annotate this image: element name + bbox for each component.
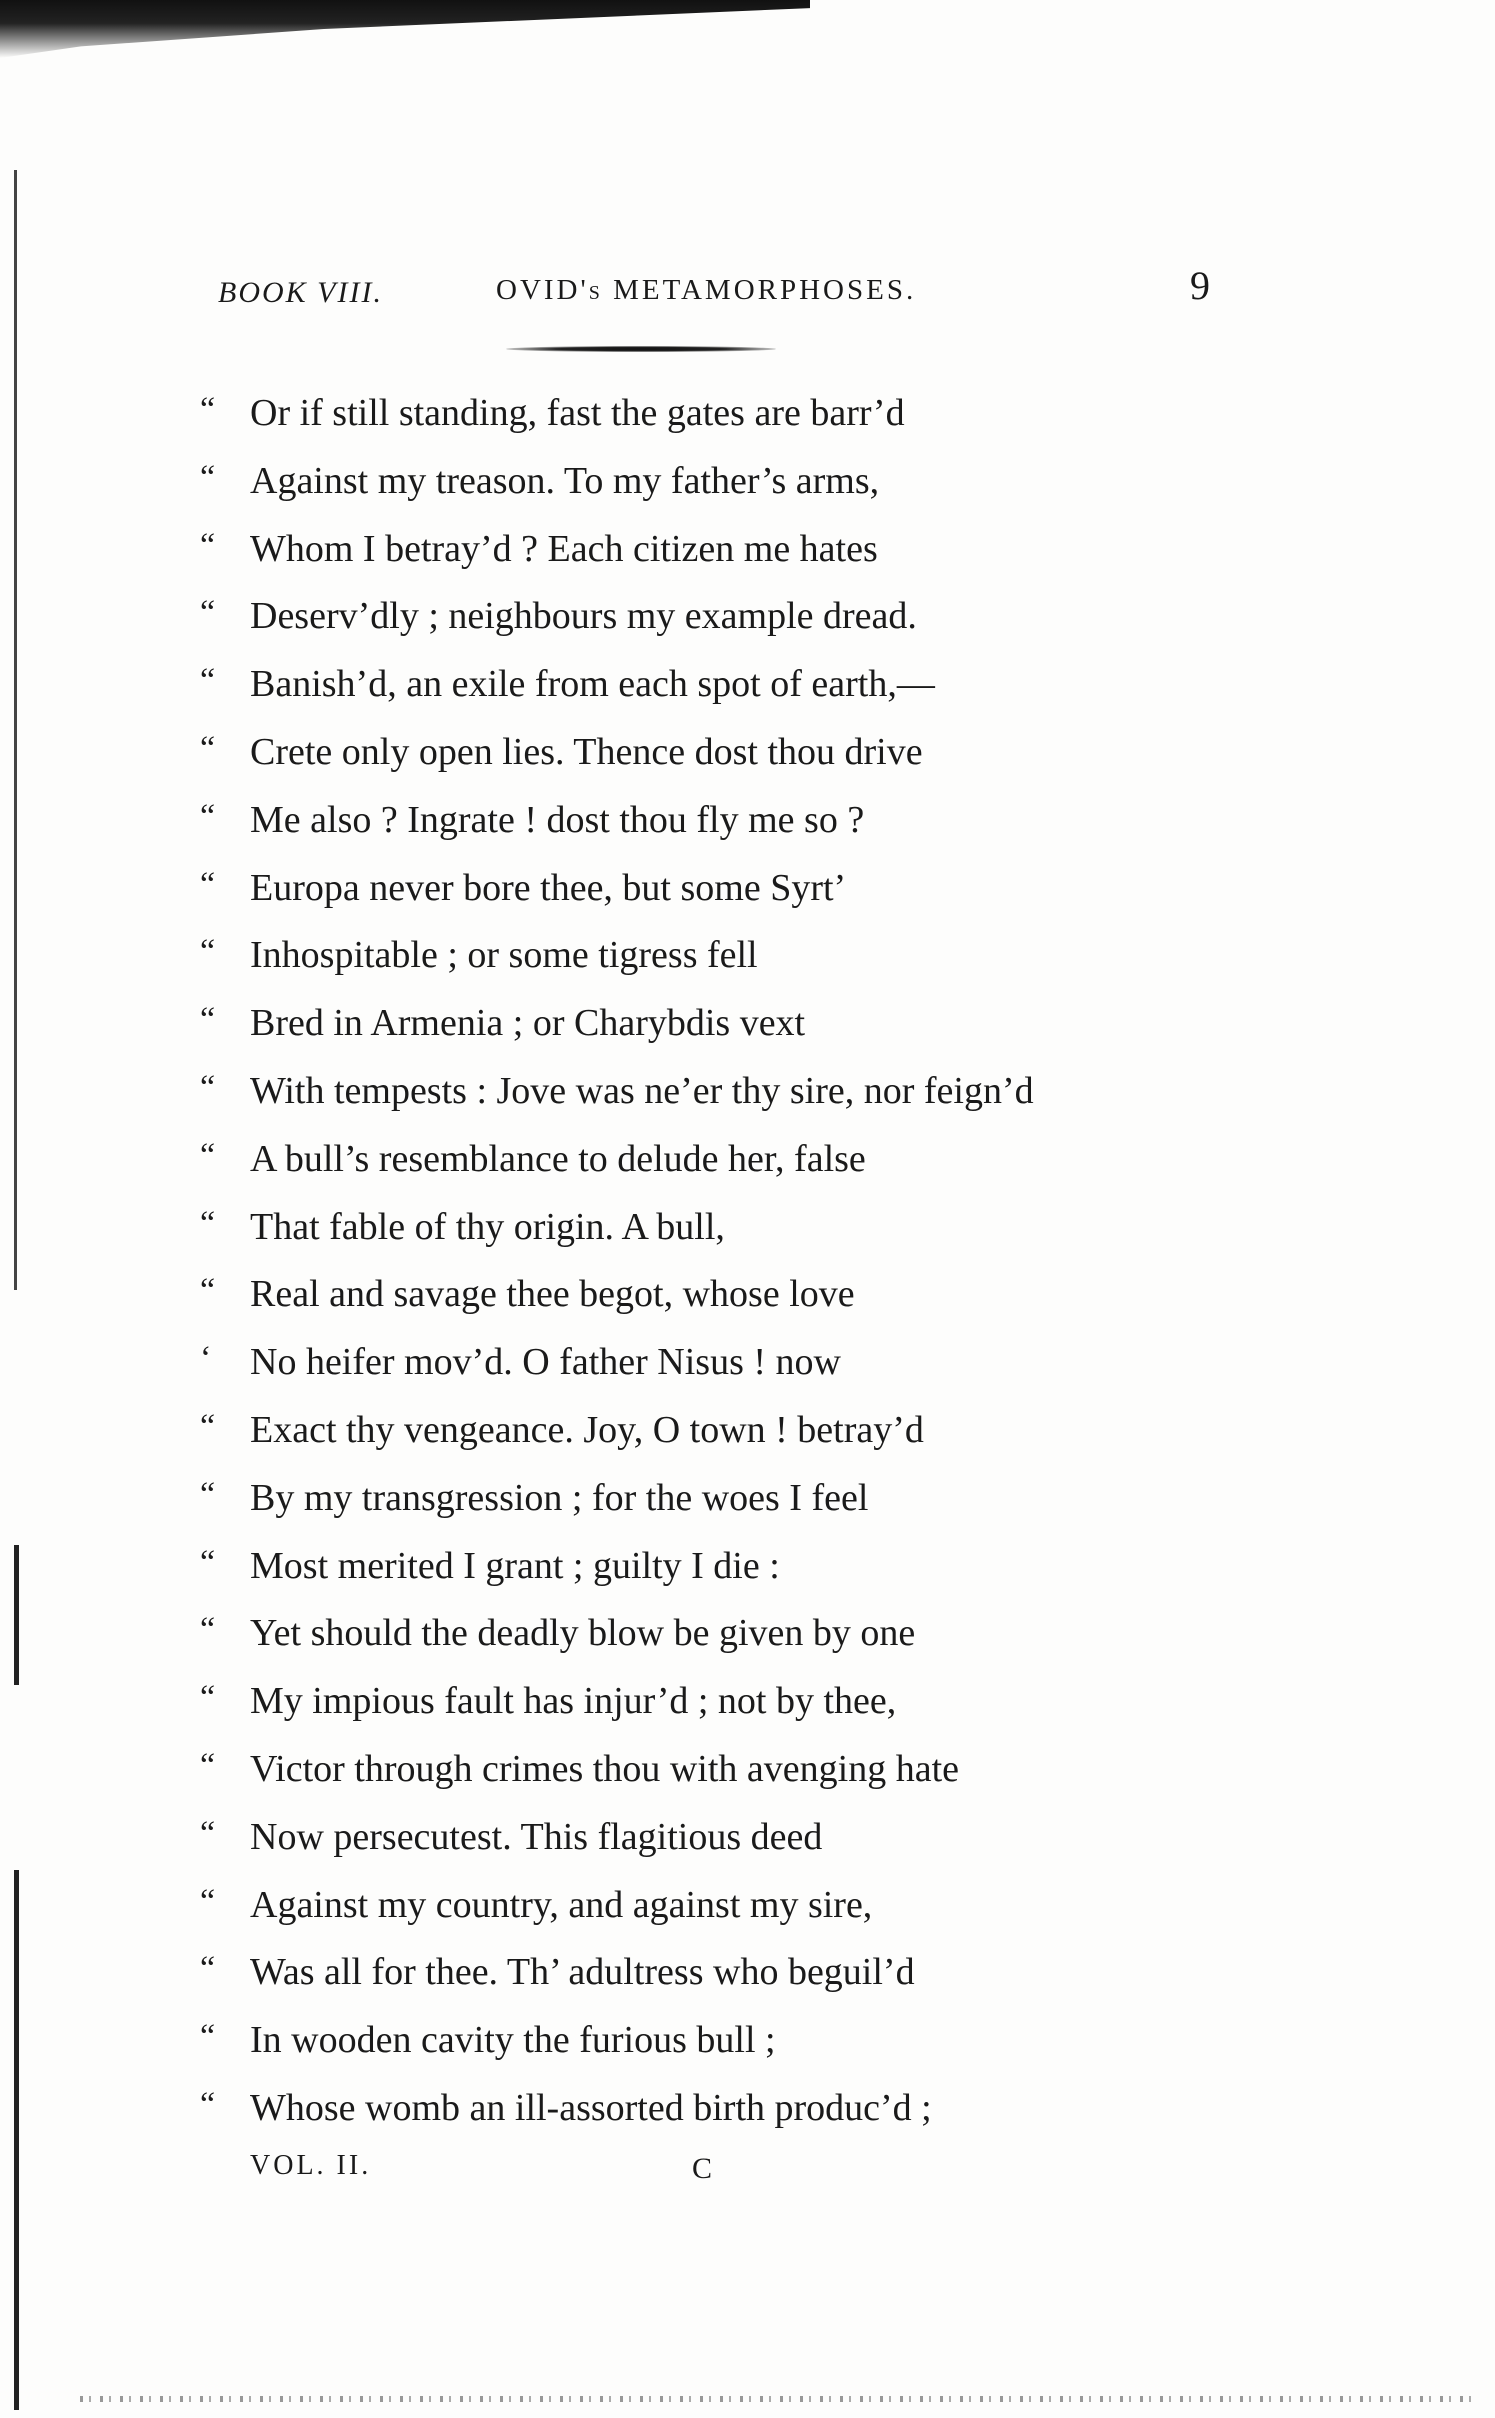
opening-quote-mark: “: [200, 1882, 216, 1920]
verse-line: [200, 1058, 1300, 1126]
opening-quote-mark: “: [200, 1204, 216, 1242]
verse-line-text: Bred in Armenia ; or Charybdis vext: [250, 1002, 806, 1045]
opening-quote-mark: “: [200, 1136, 216, 1174]
verse-line: [200, 855, 1300, 923]
verse-line: [200, 651, 1300, 719]
opening-quote-mark: “: [200, 1272, 216, 1310]
opening-quote-mark: ‘: [200, 1340, 212, 1378]
opening-quote-mark: “: [200, 1407, 216, 1445]
opening-quote-mark: “: [200, 458, 216, 496]
opening-quote-mark: “: [200, 1068, 216, 1106]
book-label: BOOK VIII.: [218, 276, 383, 309]
opening-quote-mark: “: [200, 2085, 216, 2123]
opening-quote-mark: “: [200, 933, 216, 971]
verse-line: [200, 448, 1300, 516]
header-rule: [506, 346, 776, 352]
verse-line-text: By my transgression ; for the woes I feel: [250, 1476, 869, 1519]
verse-line: [200, 1939, 1300, 2007]
opening-quote-mark: “: [200, 391, 216, 428]
page-footer: [0, 2150, 1495, 2200]
signature-mark: C: [692, 2152, 713, 2185]
verse-line: [200, 2075, 1300, 2143]
verse-line-text: Now persecutest. This flagitious deed: [250, 1815, 823, 1858]
verse-block: [200, 380, 1300, 2143]
opening-quote-mark: “: [200, 1746, 216, 1784]
verse-line: [200, 1600, 1300, 1668]
verse-line-text: In wooden cavity the furious bull ;: [250, 2019, 776, 2062]
verse-line-text: Me also ? Ingrate ! dost thou fly me so ?: [250, 798, 865, 841]
verse-line: [200, 380, 1300, 448]
verse-line-text: Whose womb an ill-assorted birth produc’d ;: [250, 2086, 932, 2129]
verse-line-text: Real and savage thee begot, whose love: [250, 1273, 855, 1316]
verse-line-text: Europa never bore thee, but some Syrt’: [250, 866, 847, 909]
verse-line-text: Crete only open lies. Thence dost thou drive: [250, 730, 923, 773]
opening-quote-mark: “: [200, 662, 216, 700]
opening-quote-mark: “: [200, 729, 216, 767]
verse-line-text: Deserv’dly ; neighbours my example dread.: [250, 595, 917, 638]
verse-line: [200, 1804, 1300, 1872]
verse-line-text: Victor through crimes thou with avenging hate: [250, 1747, 959, 1790]
scan-shadow-top: [0, 0, 810, 58]
opening-quote-mark: “: [200, 1950, 216, 1988]
volume-label: VOL. II.: [250, 2150, 372, 2181]
verse-line: [200, 1329, 1300, 1397]
verse-line-text: Exact thy vengeance. Joy, O town ! betray’d: [250, 1408, 924, 1451]
opening-quote-mark: “: [200, 1679, 216, 1717]
verse-line-text: Or if still standing, fast the gates are barr’d: [250, 392, 905, 434]
opening-quote-mark: “: [200, 2018, 216, 2056]
opening-quote-mark: “: [200, 1001, 216, 1039]
verse-line: [200, 583, 1300, 651]
verse-line: [200, 787, 1300, 855]
verse-line-text: A bull’s resemblance to delude her, false: [250, 1137, 866, 1180]
verse-line-text: Yet should the deadly blow be given by one: [250, 1612, 916, 1655]
verse-line: [200, 1736, 1300, 1804]
scan-edge-mark: [14, 170, 17, 1290]
verse-line: [200, 1261, 1300, 1329]
verse-line: [200, 1872, 1300, 1940]
scan-edge-mark: [14, 1870, 19, 2410]
page-number: 9: [1190, 263, 1210, 308]
verse-line-text: Most merited I grant ; guilty I die :: [250, 1544, 780, 1587]
verse-line-text: Against my treason. To my father’s arms,: [250, 459, 880, 502]
verse-line-text: Whom I betray’d ? Each citizen me hates: [250, 527, 878, 570]
verse-line-text: Banish’d, an exile from each spot of earth,—: [250, 663, 935, 706]
running-header: [0, 262, 1495, 312]
verse-line-text: Against my country, and against my sire,: [250, 1883, 873, 1926]
opening-quote-mark: “: [200, 1814, 216, 1852]
opening-quote-mark: “: [200, 526, 216, 564]
verse-line: [200, 990, 1300, 1058]
verse-line-text: That fable of thy origin. A bull,: [250, 1205, 725, 1248]
verse-line: [200, 1126, 1300, 1194]
verse-line: [200, 2007, 1300, 2075]
verse-line: [200, 516, 1300, 584]
verse-line: [200, 922, 1300, 990]
verse-line-text: Was all for thee. Th’ adultress who beguil’d: [250, 1951, 915, 1994]
verse-line-text: Inhospitable ; or some tigress fell: [250, 934, 758, 977]
scan-edge-mark: [14, 1545, 19, 1685]
opening-quote-mark: “: [200, 594, 216, 632]
verse-line: [200, 1397, 1300, 1465]
verse-line-text: My impious fault has injur’d ; not by thee,: [250, 1680, 897, 1723]
opening-quote-mark: “: [200, 1611, 216, 1649]
running-title: OVID's METAMORPHOSES.: [496, 274, 917, 306]
opening-quote-mark: “: [200, 1543, 216, 1581]
verse-line-text: With tempests : Jove was ne’er thy sire, nor feign’d: [250, 1069, 1034, 1112]
verse-line: [200, 1465, 1300, 1533]
verse-line: [200, 1194, 1300, 1262]
opening-quote-mark: “: [200, 797, 216, 835]
opening-quote-mark: “: [200, 865, 216, 903]
verse-line: [200, 1668, 1300, 1736]
verse-line: [200, 719, 1300, 787]
verse-line-text: No heifer mov’d. O father Nisus ! now: [250, 1341, 841, 1384]
opening-quote-mark: “: [200, 1475, 216, 1513]
scan-noise-bottom: [80, 2396, 1480, 2402]
verse-line: [200, 1533, 1300, 1601]
